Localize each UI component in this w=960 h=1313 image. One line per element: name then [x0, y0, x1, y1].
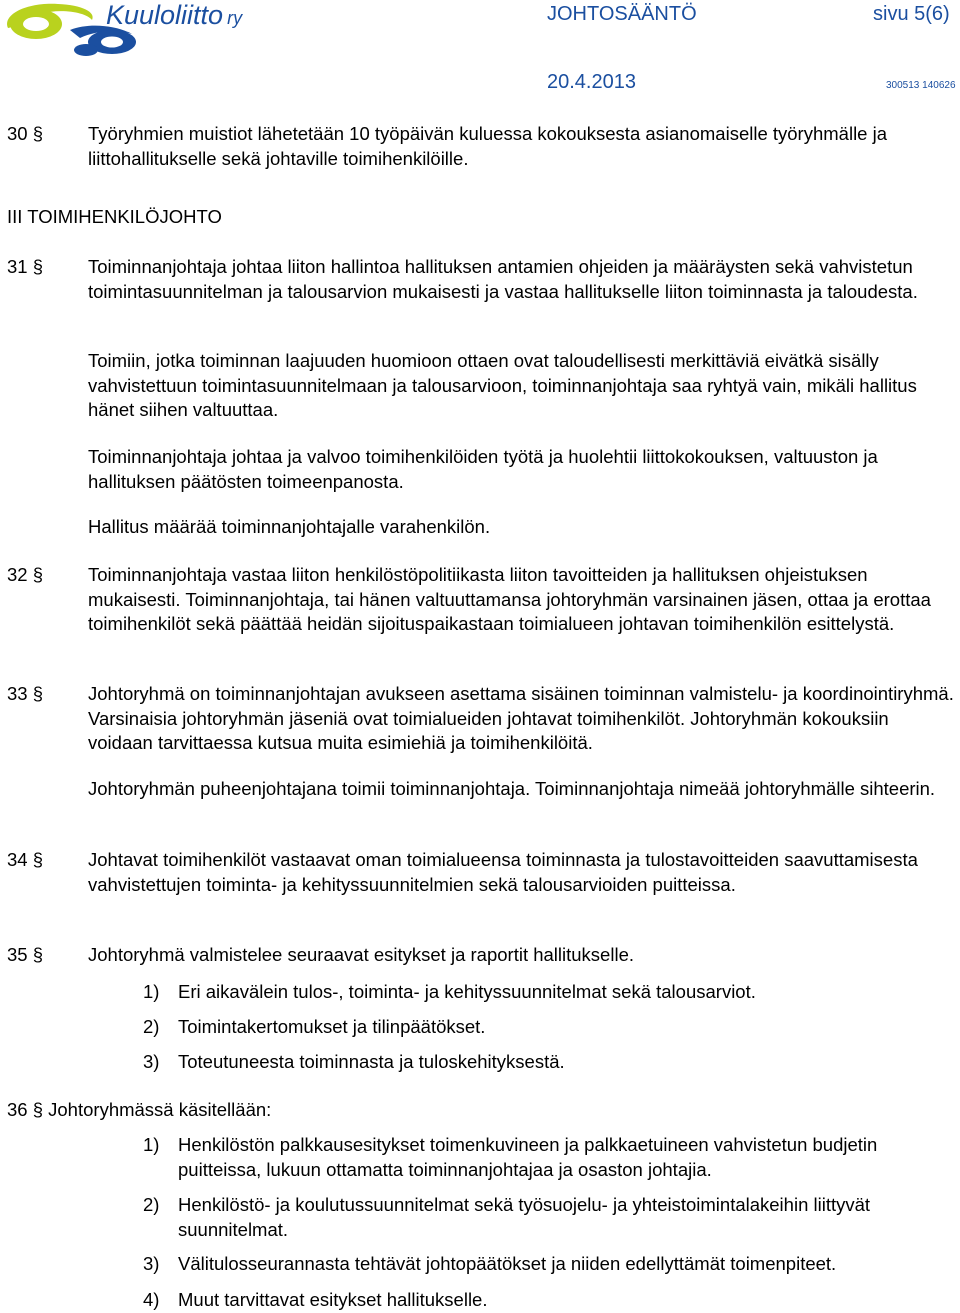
list-text: Henkilöstön palkkausesitykset toimenkuvineen ja palkkaetuineen vahvistetun budjetin puitteissa, lukuun ottamatta toiminnanjohtajaa ja osaston johtajia. — [178, 1134, 878, 1180]
paragraph: Johtoryhmän puheenjohtajana toimii toiminnanjohtaja. Toiminnanjohtaja nimeää johtoryhmälle sihteerin. — [88, 778, 936, 799]
section-text: Toiminnanjohtaja johtaa liiton hallintoa hallituksen antamien ohjeiden ja määräysten sekä vahvistetun toimintasuunnitelman ja talousarvion mukaisesti ja vastaa hallitukselle liiton toiminnasta ja taloudesta. — [88, 256, 918, 302]
paragraph: Hallitus määrää toiminnanjohtajalle varahenkilön. — [88, 516, 491, 537]
list-number: 3) — [143, 1253, 160, 1274]
document-code: 300513 140626 — [886, 80, 956, 91]
section-text: Johtavat toimihenkilöt vastaavat oman toimialueensa toiminnasta ja tulostavoitteiden saavuttamisesta vahvistettujen toiminta- ja kehityssuunnitelmien sekä talousarvioiden puitteissa. — [88, 849, 918, 895]
list-text: Toteutuneesta toiminnasta ja tuloskehityksestä. — [178, 1051, 565, 1072]
section-text: Työryhmien muistiot lähetetään 10 työpäivän kuluessa kokouksesta asianomaiselle työryhmälle ja liittohallitukselle sekä johtaville toimihenkilöille. — [88, 123, 888, 169]
section-number: 34 § — [7, 849, 44, 870]
section-36: 36 § Johtoryhmässä käsitellään: — [7, 1099, 272, 1120]
list-text: Eri aikavälein tulos-, toiminta- ja kehityssuunnitelmat sekä talousarviot. — [178, 981, 756, 1002]
paragraph: Toimiin, jotka toiminnan laajuuden huomioon ottaen ovat taloudellisesti merkittäviä eivätkä sisälly vahvistettuun toimintasuunnitelmaan ja talousarvioon, toiminnanjohtaja saa ryhtyä vain, mikäli hallitus hänet siihen valtuuttaa. — [88, 350, 917, 420]
chapter-heading: III TOIMIHENKILÖJOHTO — [7, 206, 222, 227]
list-text: Henkilöstö- ja koulutussuunnitelmat sekä työsuojelu- ja yhteistoimintalakeihin liittyvät suunnitelmat. — [178, 1194, 871, 1240]
document-date: 20.4.2013 — [547, 71, 636, 93]
section-number: 35 § — [7, 944, 44, 965]
page-number: sivu 5(6) — [873, 3, 950, 25]
section-text: Johtoryhmä valmistelee seuraavat esitykset ja raportit hallitukselle. — [88, 944, 634, 965]
section-number: 32 § — [7, 564, 44, 585]
list-number: 2) — [143, 1016, 160, 1037]
list-number: 3) — [143, 1051, 160, 1072]
section-text: Toiminnanjohtaja vastaa liiton henkilöstöpolitiikasta liiton tavoitteiden ja hallituksen ohjeistuksen mukaisesti. Toiminnanjohtaja, tai hänen valtuuttamansa johtoryhmän varsinainen jäsen, ottaa ja erottaa toimihenkilöt sekä päättää heidän sijoituspaikastaan toimialueen johtavan toimihenkilön esittelystä. — [88, 564, 931, 634]
list-text: Muut tarvittavat esitykset hallitukselle. — [178, 1289, 488, 1310]
section-number: 31 § — [7, 256, 44, 277]
list-text: Välitulosseurannasta tehtävät johtopäätökset ja niiden edellyttämät toimenpiteet. — [178, 1253, 837, 1274]
paragraph: Toiminnanjohtaja johtaa ja valvoo toimihenkilöiden työtä ja huolehtii liittokokouksen, valtuuston ja hallituksen päätösten toimeenpanosta. — [88, 446, 878, 492]
section-number: 33 § — [7, 683, 44, 704]
list-number: 1) — [143, 1134, 160, 1155]
document-type: JOHTOSÄÄNTÖ — [547, 3, 697, 25]
page-header — [0, 0, 960, 100]
section-text: Johtoryhmä on toiminnanjohtajan avukseen asettama sisäinen toiminnan valmistelu- ja koordinointiryhmä. Varsinaisia johtoryhmän jäseniä ovat toimialueiden johtavat toimihenkilöt. Johtoryhmän kokouksiin voidaan tarvittaessa kutsua muita esimiehiä ja toimihenkilöitä. — [88, 683, 954, 753]
list-number: 1) — [143, 981, 160, 1002]
list-number: 4) — [143, 1289, 160, 1310]
list-text: Toimintakertomukset ja tilinpäätökset. — [178, 1016, 486, 1037]
list-number: 2) — [143, 1194, 160, 1215]
org-name: Kuuloliitto ry — [106, 0, 243, 30]
section-number: 30 § — [7, 123, 44, 144]
